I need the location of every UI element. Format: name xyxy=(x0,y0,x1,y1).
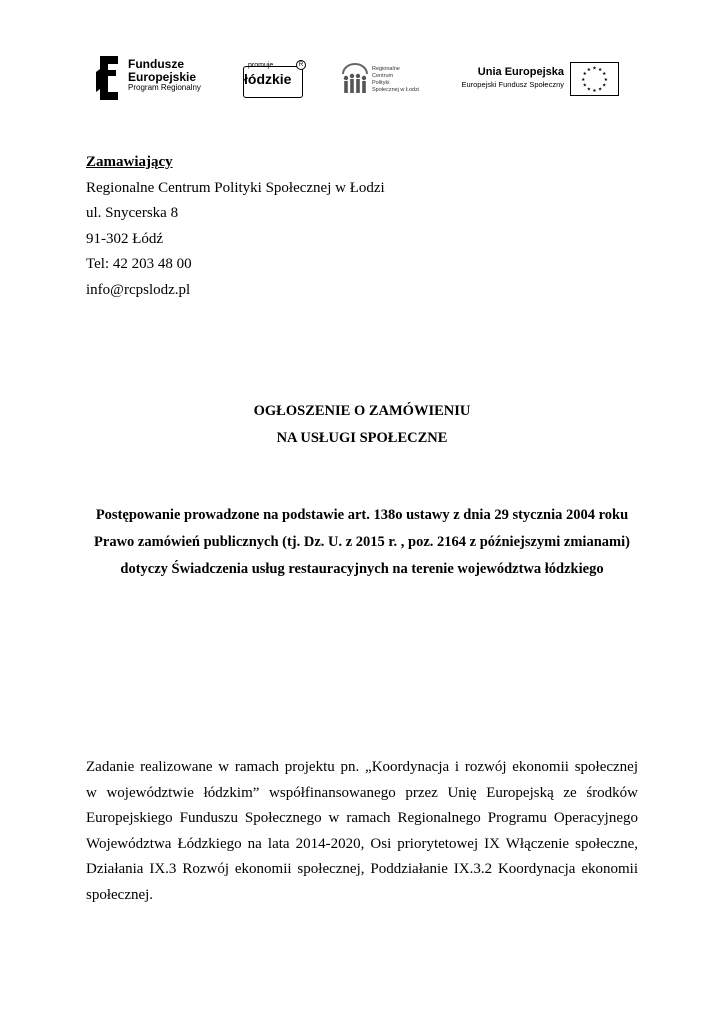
fe-line3: Program Regionalny xyxy=(128,83,201,93)
svg-text:★: ★ xyxy=(602,72,607,78)
svg-text:★: ★ xyxy=(582,83,587,89)
project-line2: w województwie łódzkim” współfinansowanego przez Unię Europejską ze środków xyxy=(86,784,638,801)
project-line4: Województwa Łódzkiego na lata 2014-2020, Osi priorytetowej IX Włączenie społeczne, xyxy=(86,835,638,852)
registered-mark: R xyxy=(296,60,306,70)
project-line6: społecznej. xyxy=(86,886,154,903)
lodzkie-label: łódzkie xyxy=(244,71,292,87)
project-line5: Działania IX.3 Rozwój ekonomii społecznej, Poddziałanie IX.3.2 Koordynacja ekonomii xyxy=(86,861,638,877)
contracting-street: ul. Snycerska 8 xyxy=(86,205,179,221)
contracting-heading: Zamawiający xyxy=(86,154,173,170)
contracting-authority-block xyxy=(86,150,385,303)
basis-line1: Postępowanie prowadzone na podstawie art. 138o ustawy z dnia 29 stycznia 2004 roku xyxy=(95,507,629,523)
logo-bar xyxy=(94,52,626,108)
rcps-line1: Regionalne xyxy=(372,66,400,72)
rcps-line4: Społecznej w Łodzi xyxy=(372,87,420,94)
rcps-people-icon xyxy=(340,62,370,98)
project-line3: Europejskiego Funduszu Społecznego w ramach Regionalnego Programu Operacyjnego xyxy=(86,810,638,826)
svg-text:★: ★ xyxy=(586,68,591,74)
svg-text:★: ★ xyxy=(603,77,608,83)
rcps-line2: Centrum xyxy=(372,73,394,80)
project-line1: Zadanie realizowane w ramach projektu pn. „Koordynacja i rozwój ekonomii społecznej xyxy=(86,759,638,775)
svg-text:★: ★ xyxy=(598,68,603,74)
fundusze-europejskie-logo xyxy=(94,54,214,104)
fe-mark-icon xyxy=(96,56,122,100)
ue-line2: Europejski Fundusz Społeczny xyxy=(461,80,564,89)
basis-line3: dotyczy Świadczenia usług restauracyjnych na terenie województwa łódzkiego xyxy=(120,561,604,577)
svg-text:★: ★ xyxy=(581,77,586,83)
svg-text:★: ★ xyxy=(592,66,597,72)
title-line2: NA USŁUGI SPOŁECZNE xyxy=(276,430,448,446)
basis-line2: Prawo zamówień publicznych (tj. Dz. U. z 2015 r. , poz. 2164 z późniejszymi zmianami) xyxy=(94,534,630,550)
promuje-lodzkie-logo xyxy=(240,60,308,100)
contracting-phone: Tel: 42 203 48 00 xyxy=(86,256,192,272)
svg-text:★: ★ xyxy=(598,87,603,93)
rcps-line3: Polityki xyxy=(372,80,390,87)
svg-text:★: ★ xyxy=(586,87,591,93)
contracting-name: Regionalne Centrum Polityki Społecznej w Łodzi xyxy=(86,179,385,196)
svg-text:★: ★ xyxy=(602,83,607,89)
svg-text:★: ★ xyxy=(592,89,597,95)
promuje-label: promuje xyxy=(248,62,274,69)
project-paragraph xyxy=(86,755,638,908)
title-line1: OGŁOSZENIE O ZAMÓWIENIU xyxy=(253,403,471,419)
eu-flag-icon xyxy=(570,62,619,96)
document-title xyxy=(0,398,724,452)
svg-text:★: ★ xyxy=(582,72,587,78)
legal-basis xyxy=(0,502,724,583)
rcps-logo xyxy=(340,62,420,102)
ue-line1: Unia Europejska xyxy=(477,66,564,78)
fe-line2: Europejskie xyxy=(128,69,197,84)
fe-line1: Fundusze xyxy=(128,57,184,71)
unia-europejska-logo xyxy=(446,60,626,100)
contracting-city: 91-302 Łódź xyxy=(86,230,164,247)
contracting-email: info@rcpslodz.pl xyxy=(86,281,191,298)
